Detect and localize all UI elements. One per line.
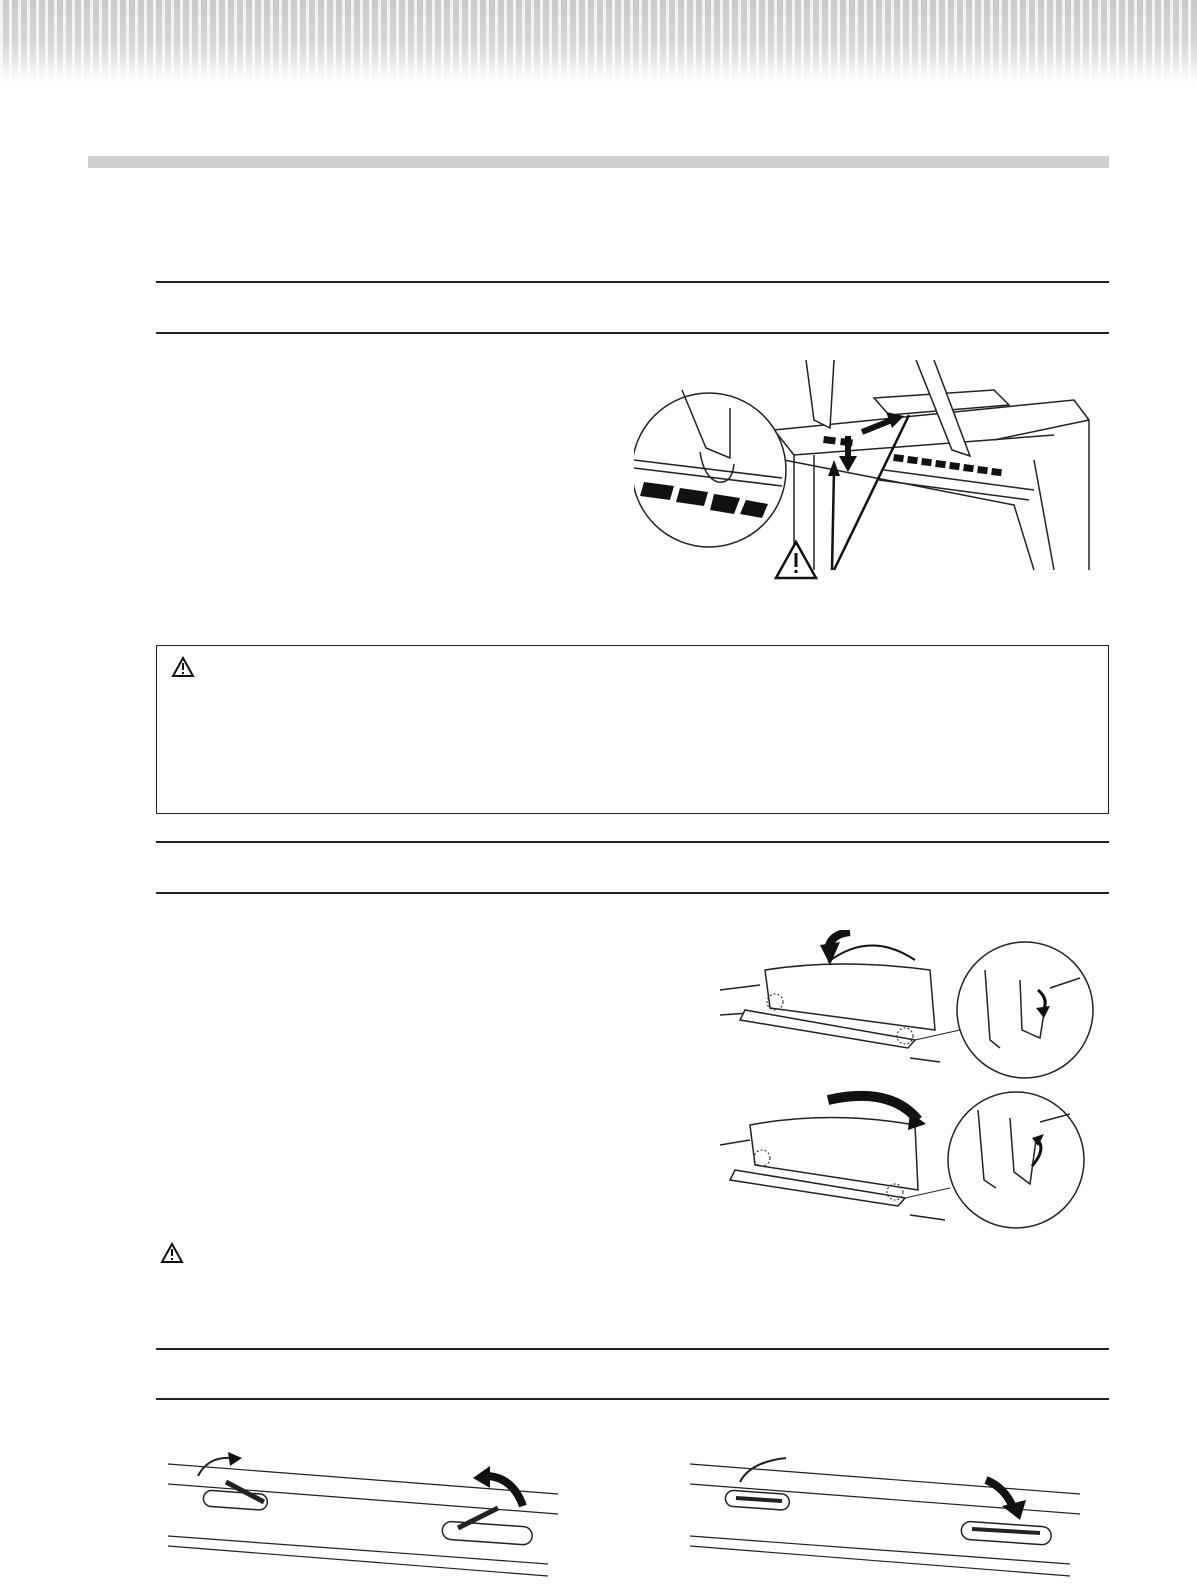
caution-triangle-icon: [171, 656, 195, 678]
section-rule-bottom: [156, 892, 1109, 894]
music-clips-open-illustration: [168, 1436, 568, 1586]
music-rest-raise-illustration: [720, 930, 1100, 1080]
caution-triangle-icon: [776, 542, 816, 578]
section-rule-top: [156, 281, 1109, 283]
title-bar: [88, 156, 1109, 168]
section-rule-top: [156, 1348, 1109, 1350]
caution-triangle-icon: [160, 1242, 184, 1264]
section-rule-bottom: [156, 1398, 1109, 1400]
header-fade: [0, 60, 1197, 92]
music-rest-lower-illustration: [720, 1080, 1100, 1240]
section-rule-bottom: [156, 332, 1109, 334]
key-cover-illustration: [634, 360, 1094, 580]
music-clips-close-illustration: [690, 1436, 1090, 1586]
caution-box: [156, 645, 1109, 814]
section-rule-top: [156, 841, 1109, 843]
